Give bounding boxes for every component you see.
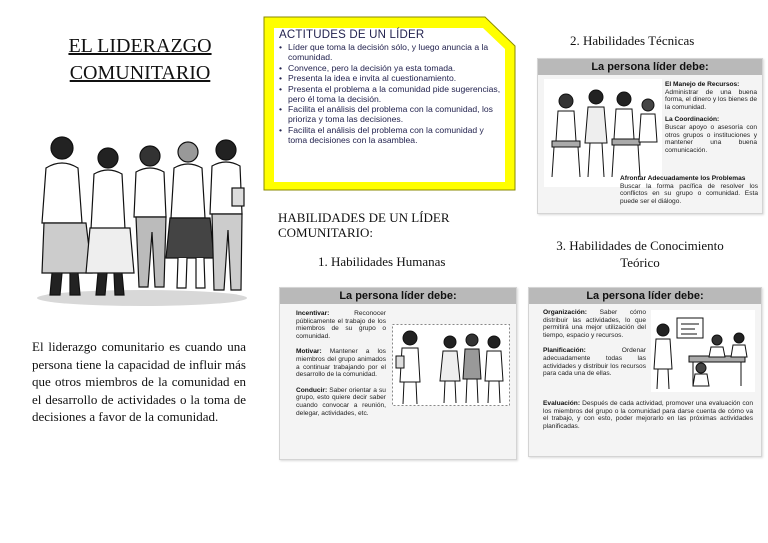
item-term: Evaluación:: [543, 400, 581, 407]
card-title: La persona líder debe:: [280, 288, 516, 304]
human-skills-label: 1. Habilidades Humanas: [318, 254, 446, 269]
item-term: La Coordinación:: [665, 116, 720, 124]
item-term: Organización:: [543, 309, 587, 316]
knowledge-skills-card: [528, 287, 762, 457]
knowledge-label-line-2: Teórico: [620, 255, 660, 270]
item-text: Saber cómo distribuir las actividades, lo que permitirá una mejor utilización del tiempo, espacio y recursos.: [543, 309, 646, 339]
knowledge-card-text-top: [543, 309, 646, 383]
technical-skills-card: [537, 58, 763, 214]
attitude-item: • Convence, pero la decisión ya esta tomada.: [279, 63, 503, 73]
leaders-illustration: [392, 324, 510, 406]
knowledge-label-line-1: 3. Habilidades de Conocimiento: [556, 238, 724, 253]
attitudes-list: [275, 42, 503, 145]
attitudes-box: [263, 16, 516, 191]
item-text: Después de cada actividad, promover una evaluación con los miembros del grupo o la comunidad para darse cuenta de cómo va el trabajo, y con esto, poder mejorarlo en las próximas actividades planificadas.: [543, 400, 753, 430]
item-text: Ordenar adecuadamente todas las actividades y distribuir los recursos para cada una de ellas.: [543, 347, 646, 378]
attitude-item: • Presenta el problema a la comunidad pide sugerencias, pero él toma la decisión.: [279, 84, 503, 104]
human-card-text: [296, 310, 386, 422]
item-term: Incentivar:: [296, 310, 330, 317]
knowledge-skills-label: [540, 237, 740, 271]
title-line-2: COMUNITARIO: [69, 62, 211, 84]
technical-card-text: [665, 81, 757, 159]
item-term: Motivar:: [296, 348, 322, 356]
skills-heading-line-1: HABILIDADES DE UN LÍDER: [278, 210, 450, 225]
skills-heading-line-2: COMUNITARIO:: [278, 225, 374, 240]
item-text: Reconocer públicamente el trabajo de los miembros de su grupo o comunidad.: [296, 310, 386, 340]
item-text: Mantener a los miembros del grupo animados a continuar trabajando por el desarrollo de la comunidad.: [296, 348, 386, 379]
attitude-item: • Líder que toma la decisión sólo, y luego anuncia a la comunidad.: [279, 42, 503, 62]
item-text: Buscar apoyo o asesoría con otros grupos o instituciones y mantener una buena comunicación.: [665, 123, 757, 154]
technical-skills-label: 2. Habilidades Técnicas: [570, 33, 695, 48]
item-term: Planificación:: [543, 347, 586, 355]
attitude-item: • Presenta la idea e invita al cuestionamiento.: [279, 73, 503, 83]
intro-paragraph: El liderazgo comunitario es cuando una persona tiene la capacidad de influir más que otros miembros de la comunidad en el desarrollo de actividades o la toma de decisiones a favor de la comunidad.: [32, 339, 246, 424]
community-group-illustration: [32, 128, 248, 308]
title-line-1: EL LIDERAZGO: [68, 35, 212, 57]
planning-meeting-illustration: [651, 310, 755, 392]
attitudes-title: ACTITUDES DE UN LÍDER: [279, 29, 425, 41]
human-skills-card: [279, 287, 517, 460]
technical-card-text-bottom: [620, 175, 758, 210]
card-title: La persona líder debe:: [538, 59, 762, 75]
meeting-illustration: [544, 79, 662, 187]
attitude-item: • Facilita el análisis del problema con la comunidad, los prioriza y toma las decisiones.: [279, 104, 503, 124]
card-title: La persona líder debe:: [529, 288, 761, 304]
item-term: El Manejo de Recursos:: [665, 81, 740, 88]
item-text: Administrar de una buena forma, el dinero y los bienes de la comunidad.: [665, 88, 757, 111]
item-term: Conducir:: [296, 386, 328, 394]
item-term: Afrontar Adecuadamente los Problemas: [620, 175, 746, 182]
item-text: Buscar la forma pacífica de resolver los conflictos en su grupo o comunidad. Esta puede ser el diálogo.: [620, 182, 758, 205]
item-text: Saber orientar a su grupo, esto quiere decir saber cuando convocar a reunión, delegar, actividades, etc.: [296, 386, 386, 417]
knowledge-card-text-bottom: [543, 400, 753, 435]
page-title: [40, 33, 240, 87]
attitude-item: • Facilita el análisis del problema con la comunidad y toma decisiones con la asamblea.: [279, 125, 503, 145]
skills-heading: [278, 210, 498, 240]
